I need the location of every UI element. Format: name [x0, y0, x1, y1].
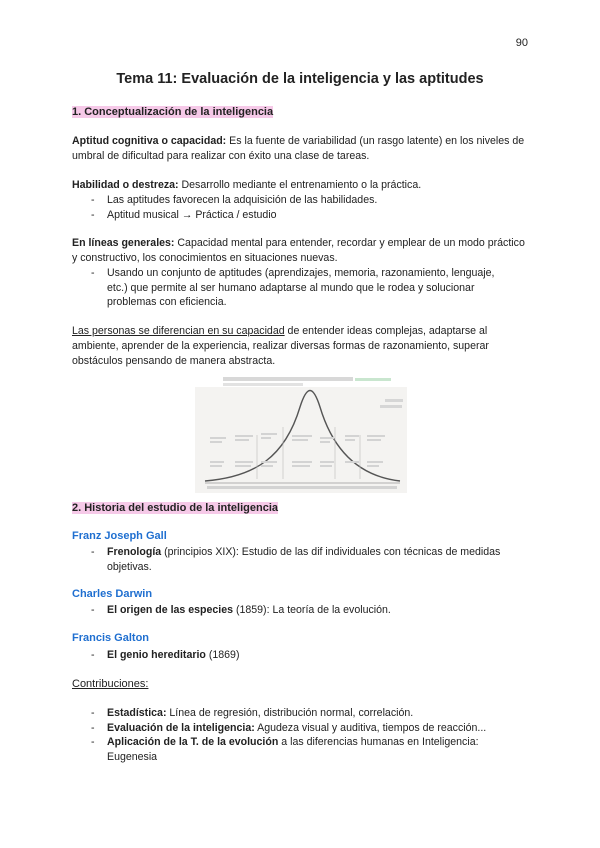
- person-darwin: Charles Darwin: [72, 588, 153, 600]
- habilidad-list: [88, 193, 528, 222]
- bell-curve-image: [195, 377, 407, 493]
- section-1-heading: 1. Conceptualización de la inteligencia: [72, 106, 274, 118]
- aptitud-label: Aptitud cognitiva o capacidad:: [72, 135, 227, 147]
- list-item: - Las aptitudes favorecen la adquisición de las habilidades.: [88, 193, 528, 208]
- general-list: [88, 266, 518, 310]
- bell-curve-figure: [195, 377, 407, 493]
- aptitud-definition: Aptitud cognitiva o capacidad: Es la fuente de variabilidad (un rasgo latente) en los niveles de umbral de dificultad para realizar con éxito una clase de tareas.: [72, 135, 525, 162]
- general-definition: En líneas generales: Capacidad mental para entender, recordar y emplear de un modo práctico y constructivo, los conocimientos en situaciones nuevas.: [72, 237, 525, 264]
- galton-list: [88, 648, 528, 663]
- darwin-list: [88, 603, 528, 618]
- page-number: 90: [515, 37, 528, 49]
- contribuciones-label: Contribuciones:: [72, 678, 149, 690]
- personas-underlined: Las personas se diferencian en su capacidad: [72, 325, 285, 337]
- person-gall: Franz Joseph Gall: [72, 530, 167, 542]
- general-label: En líneas generales:: [72, 237, 175, 249]
- list-item: - Usando un conjunto de aptitudes (aprendizajes, memoria, razonamiento, lenguaje, etc.) que permite al ser humano adaptarse al mundo que le rodea y solucionar problemas con eficiencia.: [88, 266, 518, 310]
- list-item: - El genio hereditario (1869): [88, 648, 528, 663]
- list-item: - Aplicación de la T. de la evolución a las diferencias humanas en Inteligencia: Eugenesia: [88, 735, 528, 764]
- list-item: - Evaluación de la inteligencia: Agudeza visual y auditiva, tiempos de reacción...: [88, 721, 528, 736]
- list-item: - Aptitud musical → Práctica / estudio: [88, 208, 528, 223]
- list-item: - Estadística: Línea de regresión, distribución normal, correlación.: [88, 706, 528, 721]
- list-item: - Frenología (principios XIX): Estudio de las dif individuales con técnicas de medidas objetivas.: [88, 545, 528, 574]
- contribuciones-list: [88, 706, 528, 764]
- habilidad-definition: Habilidad o destreza: Desarrollo mediante el entrenamiento o la práctica.: [72, 179, 422, 191]
- section-2-heading: 2. Historia del estudio de la inteligencia: [72, 502, 278, 514]
- page-title: Tema 11: Evaluación de la inteligencia y las aptitudes: [116, 71, 484, 87]
- personas-paragraph: Las personas se diferencian en su capacidad de entender ideas complejas, adaptarse al ambiente, aprender de la experiencia, realizar diversas formas de razonamiento, superar obstáculos pensando de manera abstracta.: [72, 325, 489, 367]
- list-item: - El origen de las especies (1859): La teoría de la evolución.: [88, 603, 528, 618]
- gall-list: [88, 545, 528, 574]
- person-galton: Francis Galton: [72, 632, 150, 644]
- habilidad-label: Habilidad o destreza:: [72, 179, 179, 191]
